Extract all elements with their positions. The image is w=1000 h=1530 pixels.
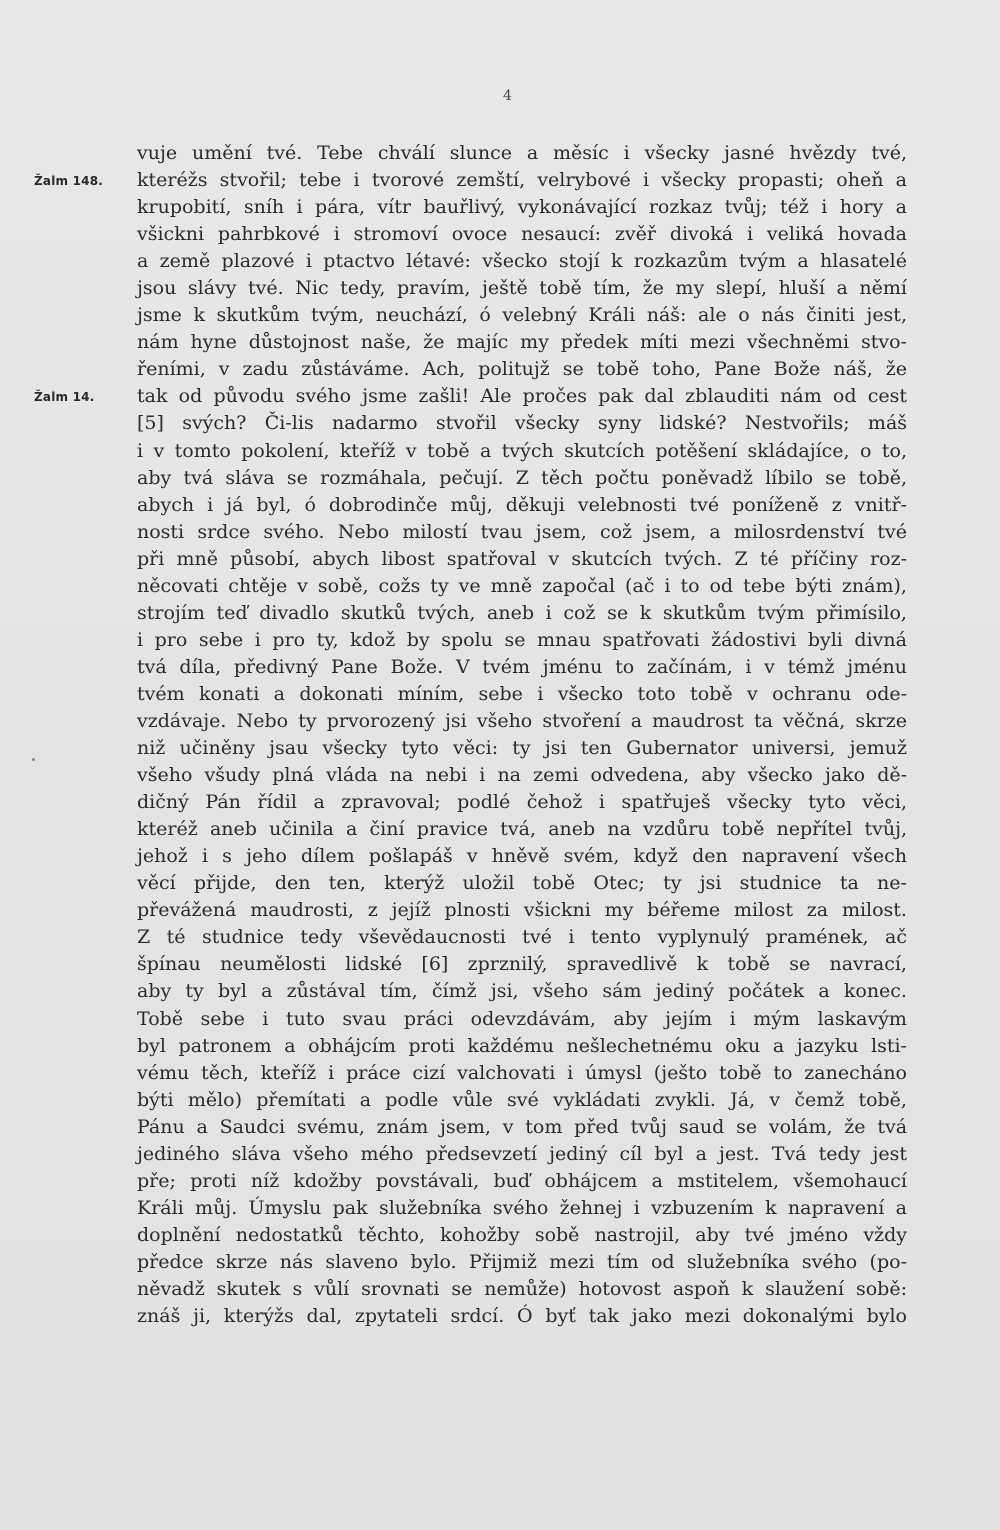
text-line-content: i v tomto pokolení, kteříž v tobě a tvých skutcích potěšení skládajíce, o to, — [137, 439, 907, 462]
text-line-content: při mně působí, abych libost spatřoval v skutcích tvých. Z té příčiny roz- — [137, 547, 908, 570]
text-line — [137, 654, 907, 681]
text-line — [137, 816, 907, 843]
paper-speck — [32, 758, 35, 761]
text-line-content: špínau neumělosti lidské [6] zprznilý, spravedlivě k tobě se navrací, — [137, 953, 907, 976]
text-line — [137, 465, 907, 492]
text-line-content: všickni pahrbkové i stromoví ovoce nesaucí: zvěř divoká i veliká hovada — [137, 223, 907, 246]
text-line — [137, 248, 907, 275]
text-line — [137, 1195, 907, 1222]
text-line — [137, 762, 907, 789]
body-text — [34, 140, 908, 1330]
text-line — [137, 546, 907, 573]
text-line — [137, 627, 907, 654]
text-line-content: i pro sebe i pro ty, kdož by spolu se mnau spatřovati žádostivi byli divná — [137, 628, 907, 651]
text-line — [137, 356, 907, 383]
text-line-content: Pánu a Saudci svému, znám jsem, v tom před tvůj saud se volám, že tvá — [137, 1115, 908, 1138]
text-line-content: nosti srdce svého. Nebo milostí tvau jsem, což jsem, a milosrdenství tvé — [137, 520, 907, 543]
text-line-content: vzdávaje. Nebo ty prvorozený jsi všeho stvoření a maudrost ta věčná, skrze — [137, 709, 907, 732]
text-line-content: něcovati chtěje v sobě, cožs ty ve mně započal (ač i to od tebe býti znám), — [137, 574, 907, 597]
text-line-content: řeními, v zadu zůstáváme. Ach, politujž se tobě toho, Pane Bože náš, že — [137, 358, 907, 381]
text-line-content: převážená maudrosti, z jejíž plnosti všickni my béřeme milost za milost. — [137, 899, 907, 922]
text-line — [137, 951, 907, 978]
text-line — [137, 708, 907, 735]
text-line — [137, 1006, 907, 1033]
text-line-content: krupobití, sníh i pára, vítr bauřlivý, vykonávající rozkaz tvůj; též i hory a — [137, 196, 907, 219]
text-line — [137, 1168, 907, 1195]
margin-note: Žalm 148. — [34, 174, 104, 189]
margin-note: Žalm 14. — [34, 390, 95, 405]
text-line — [137, 1033, 907, 1060]
text-line — [137, 492, 907, 519]
text-line-content: jediného sláva všeho mého předsevzetí jediný cíl byl a jest. Tvá tedy jest — [137, 1142, 908, 1165]
text-line-content: niž učiněny jsau všecky tyto věci: ty jsi ten Gubernator universi, jemuž — [137, 737, 907, 760]
text-line — [137, 302, 907, 329]
text-line — [137, 1060, 907, 1087]
text-line-content: kteréž aneb učinila a činí pravice tvá, aneb na vzdůru tobě nepřítel tvůj, — [137, 818, 908, 841]
text-line-content: dičný Pán řídil a zpravoval; podlé čehož i spatřuješ všecky tyto věci, — [137, 791, 907, 814]
text-line — [137, 329, 907, 356]
text-line — [137, 1087, 907, 1114]
text-line-content: předce skrze nás slaveno bylo. Přijmiž mezi tím od služebníka svého (po- — [137, 1250, 907, 1273]
text-line-content: Tobě sebe i tuto svau práci odevzdávám, aby jejím i mým laskavým — [137, 1007, 907, 1030]
text-line — [137, 519, 907, 546]
text-line — [137, 600, 907, 627]
text-line-content: věcí přijde, den ten, kterýž uložil tobě Otec; ty jsi studnice ta ne- — [137, 872, 907, 895]
text-line — [137, 140, 907, 167]
text-line — [137, 573, 907, 600]
text-line-content: něvadž skutek s vůlí srovnati se nemůže) hotovost aspoň k slaužení sobě: — [137, 1277, 907, 1300]
text-line-content: kteréžs stvořil; tebe i tvorové zemští, velrybové i všecky propasti; oheň a — [137, 169, 907, 192]
text-line — [137, 978, 907, 1005]
text-line — [137, 1249, 907, 1276]
text-line — [137, 789, 907, 816]
text-line-content: všeho všudy plná vláda na nebi i na zemi odvedena, aby všecko jako dě- — [137, 764, 908, 787]
text-line — [137, 897, 907, 924]
text-line — [137, 1114, 907, 1141]
text-line-content: vuje umění tvé. Tebe chválí slunce a měsíc i všecky jasné hvězdy tvé, — [137, 142, 907, 164]
text-line — [137, 1276, 907, 1303]
text-line-content: [5] svých? Či-lis nadarmo stvořil všecky syny lidské? Nestvořils; máš — [137, 412, 908, 435]
text-line-content: jehož i s jeho dílem pošlapáš v hněvě svém, když den napravení všech — [137, 845, 908, 868]
text-line-content: aby ty byl a zůstával tím, čímž jsi, všeho sám jediný počátek a konec. — [137, 980, 907, 1003]
text-line-content: aby tvá sláva se rozmáhala, pečují. Z těch počtu poněvadž líbilo se tobě, — [137, 466, 907, 489]
page-number: 4 — [503, 88, 512, 104]
text-line-content: jsme k skutkům tvým, neuchází, ó velebný Králi náš: ale o nás činiti jest, — [137, 304, 907, 327]
text-line-content: tvá díla, předivný Pane Bože. V tvém jménu to začínám, i v témž jménu — [137, 655, 907, 678]
text-line-content: a země plazové i ptactvo létavé: všecko stojí k rozkazům tvým a hlasatelé — [137, 250, 907, 273]
text-line-content: vému těch, kteříž i práce cizí valchovati i úmysl (ješto tobě to zanecháno — [137, 1061, 907, 1084]
text-line-content: jsou slávy tvé. Nic tedy, pravím, ještě tobě tím, že my slepí, hluší a němí — [137, 277, 908, 300]
text-line — [137, 438, 907, 465]
text-line — [137, 870, 907, 897]
text-line-content: tak od původu svého jsme zašli! Ale pročes pak dal zblauditi nám od cest — [137, 385, 907, 408]
text-line — [137, 1303, 907, 1330]
text-line — [137, 681, 907, 708]
text-line-content: pře; proti níž kdožby povstávali, buď obhájcem a mstitelem, všemohaucí — [137, 1169, 908, 1192]
text-line-content: byl patronem a obhájcím proti každému nešlechetnému oku a jazyku lsti- — [137, 1034, 907, 1057]
text-line — [137, 410, 907, 437]
text-line-content: strojím teď divadlo skutků tvých, aneb i což se k skutkům tvým přimísilo, — [137, 601, 907, 624]
text-line — [137, 1222, 907, 1249]
text-line — [137, 843, 907, 870]
text-line — [137, 275, 907, 302]
text-line-content: Z té studnice tedy vševědaucnosti tvé i tento vyplynulý pramének, ač — [137, 926, 907, 949]
text-line-content: doplnění nedostatků těchto, kohožby sobě nastrojil, aby tvé jméno vždy — [137, 1223, 908, 1246]
text-line — [137, 194, 907, 221]
text-line — [34, 167, 907, 194]
text-line-content: Králi můj. Úmyslu pak služebníka svého žehnej i vzbuzením k napravení a — [137, 1196, 907, 1219]
text-line-content: býti mělo) přemítati a podle vůle své vykládati zvykli. Já, v čemž tobě, — [137, 1088, 907, 1111]
text-line — [137, 924, 907, 951]
text-line — [34, 383, 907, 410]
text-line-content: nám hyne důstojnost naše, že majíc my předek míti mezi všechněmi stvo- — [137, 331, 907, 354]
text-line-content: tvém konati a dokonati míním, sebe i všecko toto tobě v ochranu ode- — [137, 682, 908, 705]
text-line-content: abych i já byl, ó dobrodinče můj, děkuji velebnosti tvé poníženě z vnitř- — [137, 493, 907, 516]
text-line — [137, 1141, 907, 1168]
text-line-content: znáš ji, kterýžs dal, zpytateli srdcí. Ó byť tak jako mezi dokonalými bylo — [137, 1305, 907, 1328]
text-line — [137, 221, 907, 248]
text-line — [137, 735, 907, 762]
